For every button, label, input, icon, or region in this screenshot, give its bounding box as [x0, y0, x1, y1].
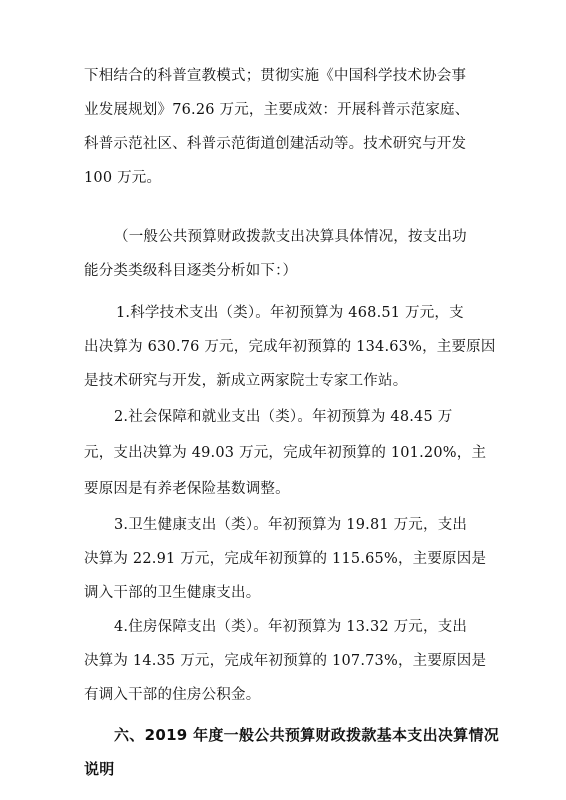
item-line: 决算为 14.35 万元，完成年初预算的 107.73%，主要原因是: [84, 653, 487, 669]
item-line: 决算为 22.91 万元，完成年初预算的 115.65%，主要原因是: [84, 551, 487, 567]
item-line: 要原因是有养老保险基数调整。: [84, 481, 290, 497]
intro-line: 下相结合的科普宣教模式；贯彻实施《中国科学技术协会事: [84, 68, 467, 84]
item-line: 调入干部的卫生健康支出。: [84, 585, 261, 601]
intro-line: 科普示范社区、科普示范街道创建活动等。技术研究与开发: [84, 136, 467, 152]
item-line: 是技术研究与开发，新成立两家院士专家工作站。: [84, 373, 408, 389]
analysis-intro-line: （一般公共预算财政拨款支出决算具体情况，按支出功: [114, 229, 467, 245]
section-heading-line: 六、2019 年度一般公共预算财政拨款基本支出决算情况: [114, 726, 500, 744]
item-line: 1.科学技术支出（类）。年初预算为 468.51 万元，支: [116, 305, 464, 321]
analysis-intro-line: 能分类类级科目逐类分析如下：）: [84, 263, 298, 279]
item-line: 出决算为 630.76 万元，完成年初预算的 134.63%，主要原因: [84, 339, 496, 355]
section-heading-line: 说明: [84, 760, 115, 778]
item-line: 有调入干部的住房公积金。: [84, 687, 261, 703]
item-line: 3.卫生健康支出（类）。年初预算为 19.81 万元，支出: [114, 517, 468, 533]
item-line: 4.住房保障支出（类）。年初预算为 13.32 万元，支出: [114, 619, 468, 635]
intro-line: 100 万元。: [84, 170, 162, 186]
intro-line: 业发展规划》76.26 万元，主要成效：开展科普示范家庭、: [84, 102, 470, 118]
item-line: 2.社会保障和就业支出（类）。年初预算为 48.45 万: [114, 409, 453, 425]
item-line: 元，支出决算为 49.03 万元，完成年初预算的 101.20%，主: [84, 445, 487, 461]
